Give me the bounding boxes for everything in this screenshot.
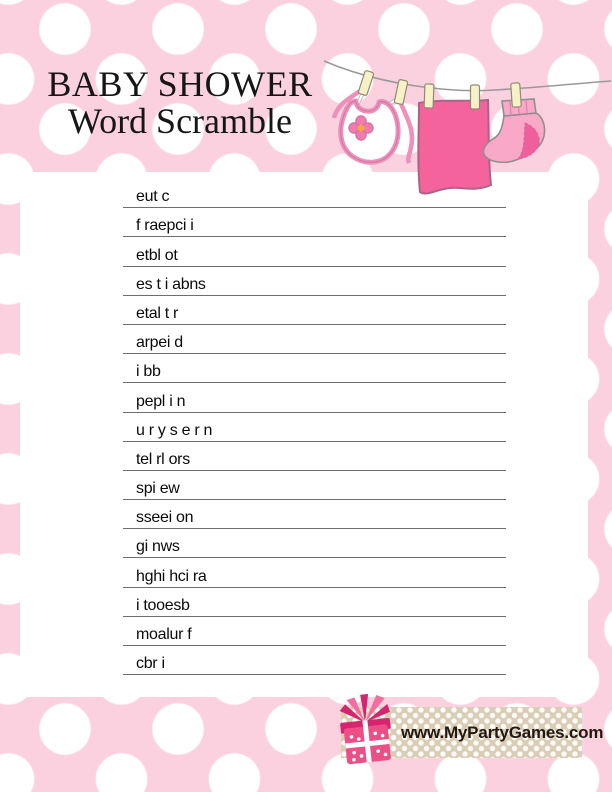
page-title [28,66,332,141]
word-row [123,529,506,558]
scrambled-word: pepl i n [136,392,186,410]
scrambled-word: f raepci i [136,217,194,235]
scrambled-word: i tooesb [136,596,190,614]
scrambled-word: etbl ot [136,246,178,264]
word-list [123,179,506,675]
title-line-2: Word Scramble [67,101,293,142]
scrambled-word: arpei d [136,334,183,352]
scrambled-word: tel rl ors [136,450,190,468]
word-row [123,208,506,237]
clothesline-illustration [320,55,612,205]
towel-icon [418,100,491,194]
clothespin-icon [471,85,480,109]
scrambled-word: moalur f [136,626,192,643]
gift-icon [334,691,403,771]
scrambled-word: i bb [136,363,161,381]
word-row [123,325,506,354]
sock-icon [483,99,544,162]
scrambled-word: sseei on [136,509,194,527]
scrambled-word: u r y s e r n [136,421,213,439]
scrambled-word: cbr i [136,655,165,673]
website-link[interactable]: www.MyPartyGames.com [401,722,604,742]
word-row [123,500,506,529]
word-row [123,267,506,296]
word-row [123,442,506,471]
word-row [123,646,506,675]
word-row [123,558,506,587]
answer-blank-line[interactable] [123,674,506,675]
word-row [123,413,506,442]
clothespin-icon [511,83,522,108]
title-line-1: BABY SHOWER [47,64,313,104]
word-row [123,354,506,383]
scrambled-word: gi nws [136,538,180,556]
word-row [123,617,506,646]
bib-icon [341,101,398,162]
word-row [123,471,506,500]
word-row [123,383,506,412]
scrambled-word: spi ew [136,480,180,498]
word-row [123,296,506,325]
scrambled-word: etal t r [136,304,179,322]
word-row [123,588,506,617]
scrambled-word: hghi hci ra [136,567,207,585]
clothespin-icon [424,84,434,108]
scrambled-word: eut c [136,188,170,206]
word-row [123,237,506,266]
scrambled-word: es t i abns [136,275,206,293]
